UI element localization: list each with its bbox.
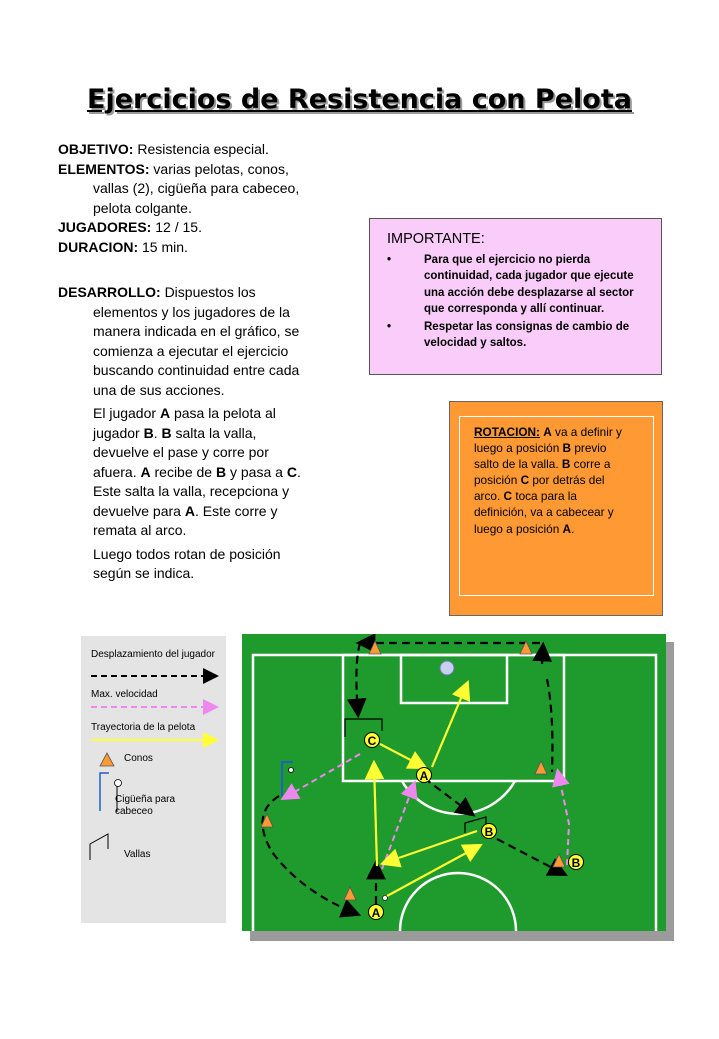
desarrollo-line: remata al arco.	[93, 522, 187, 538]
duracion-label: DURACION:	[58, 238, 139, 255]
player-c: C	[364, 732, 380, 748]
player-ref: A	[140, 463, 151, 480]
player-b-right: B	[568, 854, 584, 870]
desarrollo-line: según se indica.	[93, 565, 195, 581]
player-ref: B	[561, 457, 571, 472]
importante-item-text: Para que el ejercicio no pierda continuidad, cada jugador que ejecute una acción debe desplazarse al sector que corresponda y allí continuar.	[424, 254, 634, 315]
objetivo-text: Resistencia especial.	[137, 141, 269, 157]
elementos-line	[58, 160, 343, 180]
player-ref: A	[159, 405, 171, 421]
player-ref: C	[520, 473, 530, 488]
elementos-label: ELEMENTOS:	[58, 160, 150, 177]
player-ref: B	[161, 424, 172, 441]
desarrollo-line: una de sus acciones.	[93, 381, 225, 398]
elementos-line-3: pelota colgante.	[93, 199, 192, 216]
player-ref: C	[286, 463, 297, 480]
desarrollo-line: afuera. A recibe de B y pasa a C.	[93, 463, 301, 480]
desarrollo-line: devuelve el pase y corre por	[93, 444, 269, 460]
desarrollo-label: DESARROLLO:	[58, 284, 161, 300]
legend-cone-icon	[100, 753, 114, 766]
rotacion-label: ROTACION:	[474, 425, 540, 439]
bullet: •	[387, 321, 392, 334]
player-ref: B	[215, 463, 227, 480]
player-ref: A	[184, 502, 195, 519]
legend-ciguena-icon	[100, 773, 109, 811]
field-grass	[242, 634, 666, 931]
hanging-ball	[440, 661, 454, 675]
importante-box	[369, 218, 662, 375]
desarrollo-line: manera indicada en el gráfico, se	[93, 323, 300, 339]
desarrollo-line: Luego todos rotan de posición	[93, 545, 281, 562]
spacer	[58, 257, 343, 283]
elementos-line-2: vallas (2), cigüeña para cabeceo,	[93, 180, 300, 196]
desarrollo-line: buscando continuidad entre cada	[93, 362, 300, 378]
desarrollo-paragraph	[58, 303, 343, 401]
rotacion-text	[474, 424, 628, 537]
player-ref: B	[143, 424, 154, 441]
desarrollo-paragraph-3	[58, 545, 343, 584]
player-ref: B	[562, 441, 572, 456]
desarrollo-text: Dispuestos los	[164, 284, 256, 300]
player-ref: A	[543, 425, 552, 439]
player-a-bottom: A	[368, 904, 384, 920]
legend-panel	[81, 636, 226, 923]
jugadores-line	[58, 218, 343, 238]
legend-valla-icon	[90, 834, 108, 860]
desarrollo-line: comienza a ejecutar el ejercicio	[93, 342, 289, 359]
legend-vallas-label: Vallas	[124, 849, 151, 860]
importante-item-text: Respetar las consignas de cambio de velocidad y saltos.	[424, 321, 630, 350]
legend-desplazamiento-label: Desplazamiento del jugador	[91, 649, 215, 660]
rotacion-box	[449, 401, 663, 616]
objetivo-label: OBJETIVO:	[58, 141, 134, 157]
duracion-text: 15 min.	[142, 238, 188, 255]
player-ref: C	[503, 489, 513, 504]
jugadores-label: JUGADORES:	[58, 219, 152, 235]
legend-trayectoria-label: Trayectoria de la pelota	[91, 722, 196, 733]
importante-item	[384, 319, 656, 352]
desarrollo-paragraph-2	[58, 404, 343, 541]
description-column	[58, 140, 343, 584]
objetivo-line	[58, 140, 343, 160]
desarrollo-line: El jugador A pasa la pelota al	[93, 405, 276, 421]
player-ref: A	[562, 521, 572, 536]
player-a-top: A	[416, 767, 432, 783]
desarrollo-line: elementos y los jugadores de la	[93, 303, 290, 320]
legend-velocidad-label: Max. velocidad	[91, 689, 158, 700]
bullet: •	[387, 254, 392, 266]
player-b-middle: B	[481, 823, 497, 839]
desarrollo-line: jugador B. B salta la valla,	[93, 424, 257, 441]
field-diagram	[242, 634, 666, 931]
desarrollo-line: devuelve para A. Este corre y	[93, 502, 278, 519]
legend-graphics	[81, 636, 226, 923]
importante-title: IMPORTANTE:	[387, 231, 485, 247]
rotacion-body: A va a definir y luego a posición B previo salto de la valla. B corre a posición C por detrás del arco. C toca para la definición, va a cabecear y luego a posición A.	[474, 425, 622, 536]
legend-ciguena-label: Cigüeña para cabeceo	[115, 794, 176, 817]
training-field	[242, 634, 666, 931]
elementos-text: varias pelotas, conos,	[153, 160, 289, 177]
jugadores-text: 12 / 15.	[155, 219, 202, 235]
desarrollo-line: Este salta la valla, recepciona y	[93, 483, 290, 499]
importante-list	[384, 252, 656, 354]
legend-conos-label: Conos	[124, 753, 153, 764]
importante-item	[384, 252, 656, 317]
page-title: Ejercicios de Resistencia con Pelota	[87, 84, 632, 115]
duracion-line	[58, 238, 343, 258]
desarrollo-line	[58, 283, 343, 303]
